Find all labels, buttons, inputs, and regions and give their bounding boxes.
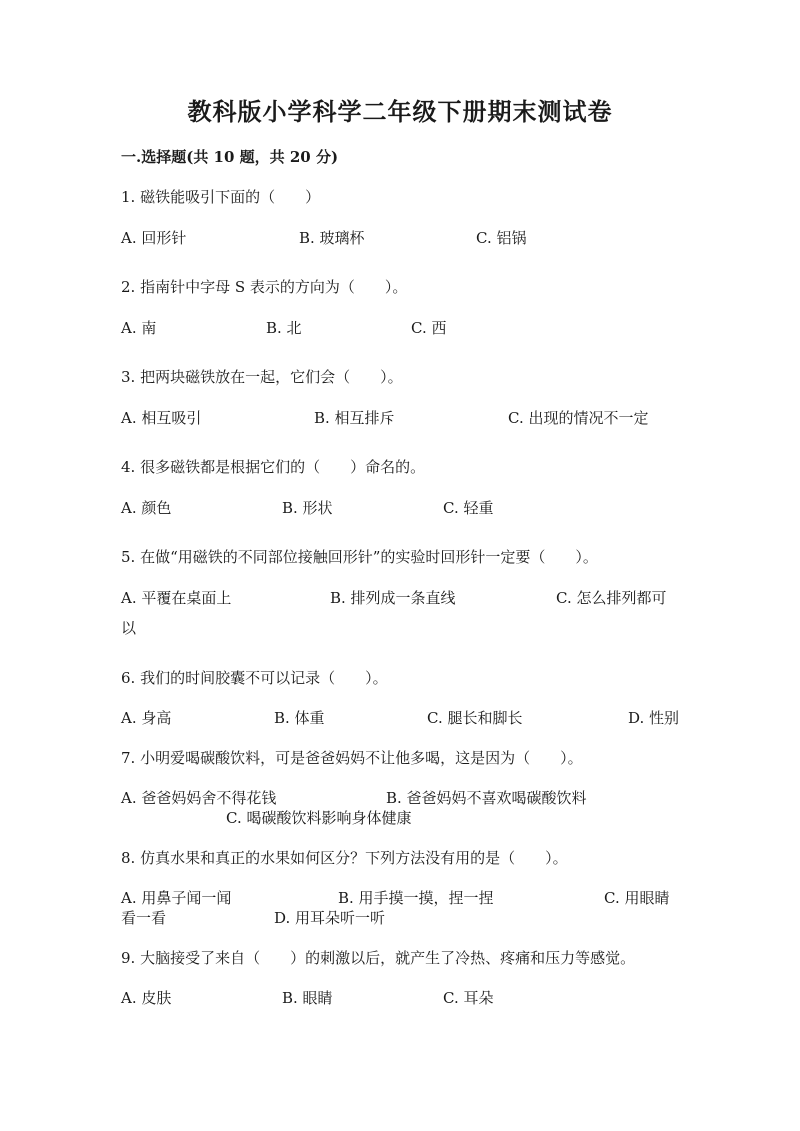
question-1-option-a: A. 回形针 [121,229,187,247]
question-1-stem: 1. 磁铁能吸引下面的（ ） [121,188,321,206]
question-2-option-c: C. 西 [411,319,447,337]
question-2-option-a: A. 南 [121,319,157,337]
section-heading: 一.选择题(共 10 题，共 20 分) [121,148,339,166]
question-9-option-b: B. 眼睛 [282,989,333,1007]
question-7-option-c: C. 喝碳酸饮料影响身体健康 [226,809,412,827]
question-9-option-c: C. 耳朵 [443,989,494,1007]
question-8-option-b: B. 用手摸一摸，捏一捏 [338,889,494,907]
exam-title: 教科版小学科学二年级下册期末测试卷 [187,97,613,126]
question-5-option-a: A. 平覆在桌面上 [121,589,232,607]
question-6-option-c: C. 腿长和脚长 [427,709,523,727]
question-9-option-a: A. 皮肤 [121,989,172,1007]
question-5-option-b: B. 排列成一条直线 [330,589,456,607]
question-6-option-d: D. 性别 [628,709,680,727]
question-8-stem: 8. 仿真水果和真正的水果如何区分？下列方法没有用的是（ ）。 [121,849,568,867]
question-4-option-b: B. 形状 [282,499,333,517]
question-6-option-b: B. 体重 [274,709,325,727]
question-5-option-c: C. 怎么排列都可 [556,589,667,607]
question-2-stem: 2. 指南针中字母 S 表示的方向为（ ）。 [121,278,408,296]
question-8-option-d: D. 用耳朵听一听 [274,909,386,927]
question-8-option-c-wrap: 看一看 [121,909,167,927]
question-4-stem: 4. 很多磁铁都是根据它们的（ ）命名的。 [121,458,426,476]
question-3-stem: 3. 把两块磁铁放在一起，它们会（ ）。 [121,368,403,386]
question-7-option-a: A. 爸爸妈妈舍不得花钱 [121,789,277,807]
question-8-option-c: C. 用眼睛 [604,889,670,907]
question-5-stem: 5. 在做“用磁铁的不同部位接触回形针”的实验时回形针一定要（ ）。 [121,548,598,566]
question-1-option-b: B. 玻璃杯 [299,229,365,247]
question-2-option-b: B. 北 [266,319,302,337]
question-7-option-b: B. 爸爸妈妈不喜欢喝碳酸饮料 [386,789,587,807]
question-3-option-a: A. 相互吸引 [121,409,202,427]
question-3-option-b: B. 相互排斥 [314,409,395,427]
question-6-stem: 6. 我们的时间胶囊不可以记录（ ）。 [121,669,388,687]
question-4-option-c: C. 轻重 [443,499,494,517]
question-6-option-a: A. 身高 [121,709,172,727]
question-3-option-c: C. 出现的情况不一定 [508,409,649,427]
question-1-option-c: C. 铝锅 [476,229,527,247]
question-7-stem: 7. 小明爱喝碳酸饮料，可是爸爸妈妈不让他多喝，这是因为（ ）。 [121,749,583,767]
question-9-stem: 9. 大脑接受了来自（ ）的刺激以后，就产生了冷热、疼痛和压力等感觉。 [121,949,636,967]
question-8-option-a: A. 用鼻子闻一闻 [121,889,232,907]
question-5-option-c-wrap: 以 [121,619,137,637]
question-4-option-a: A. 颜色 [121,499,172,517]
